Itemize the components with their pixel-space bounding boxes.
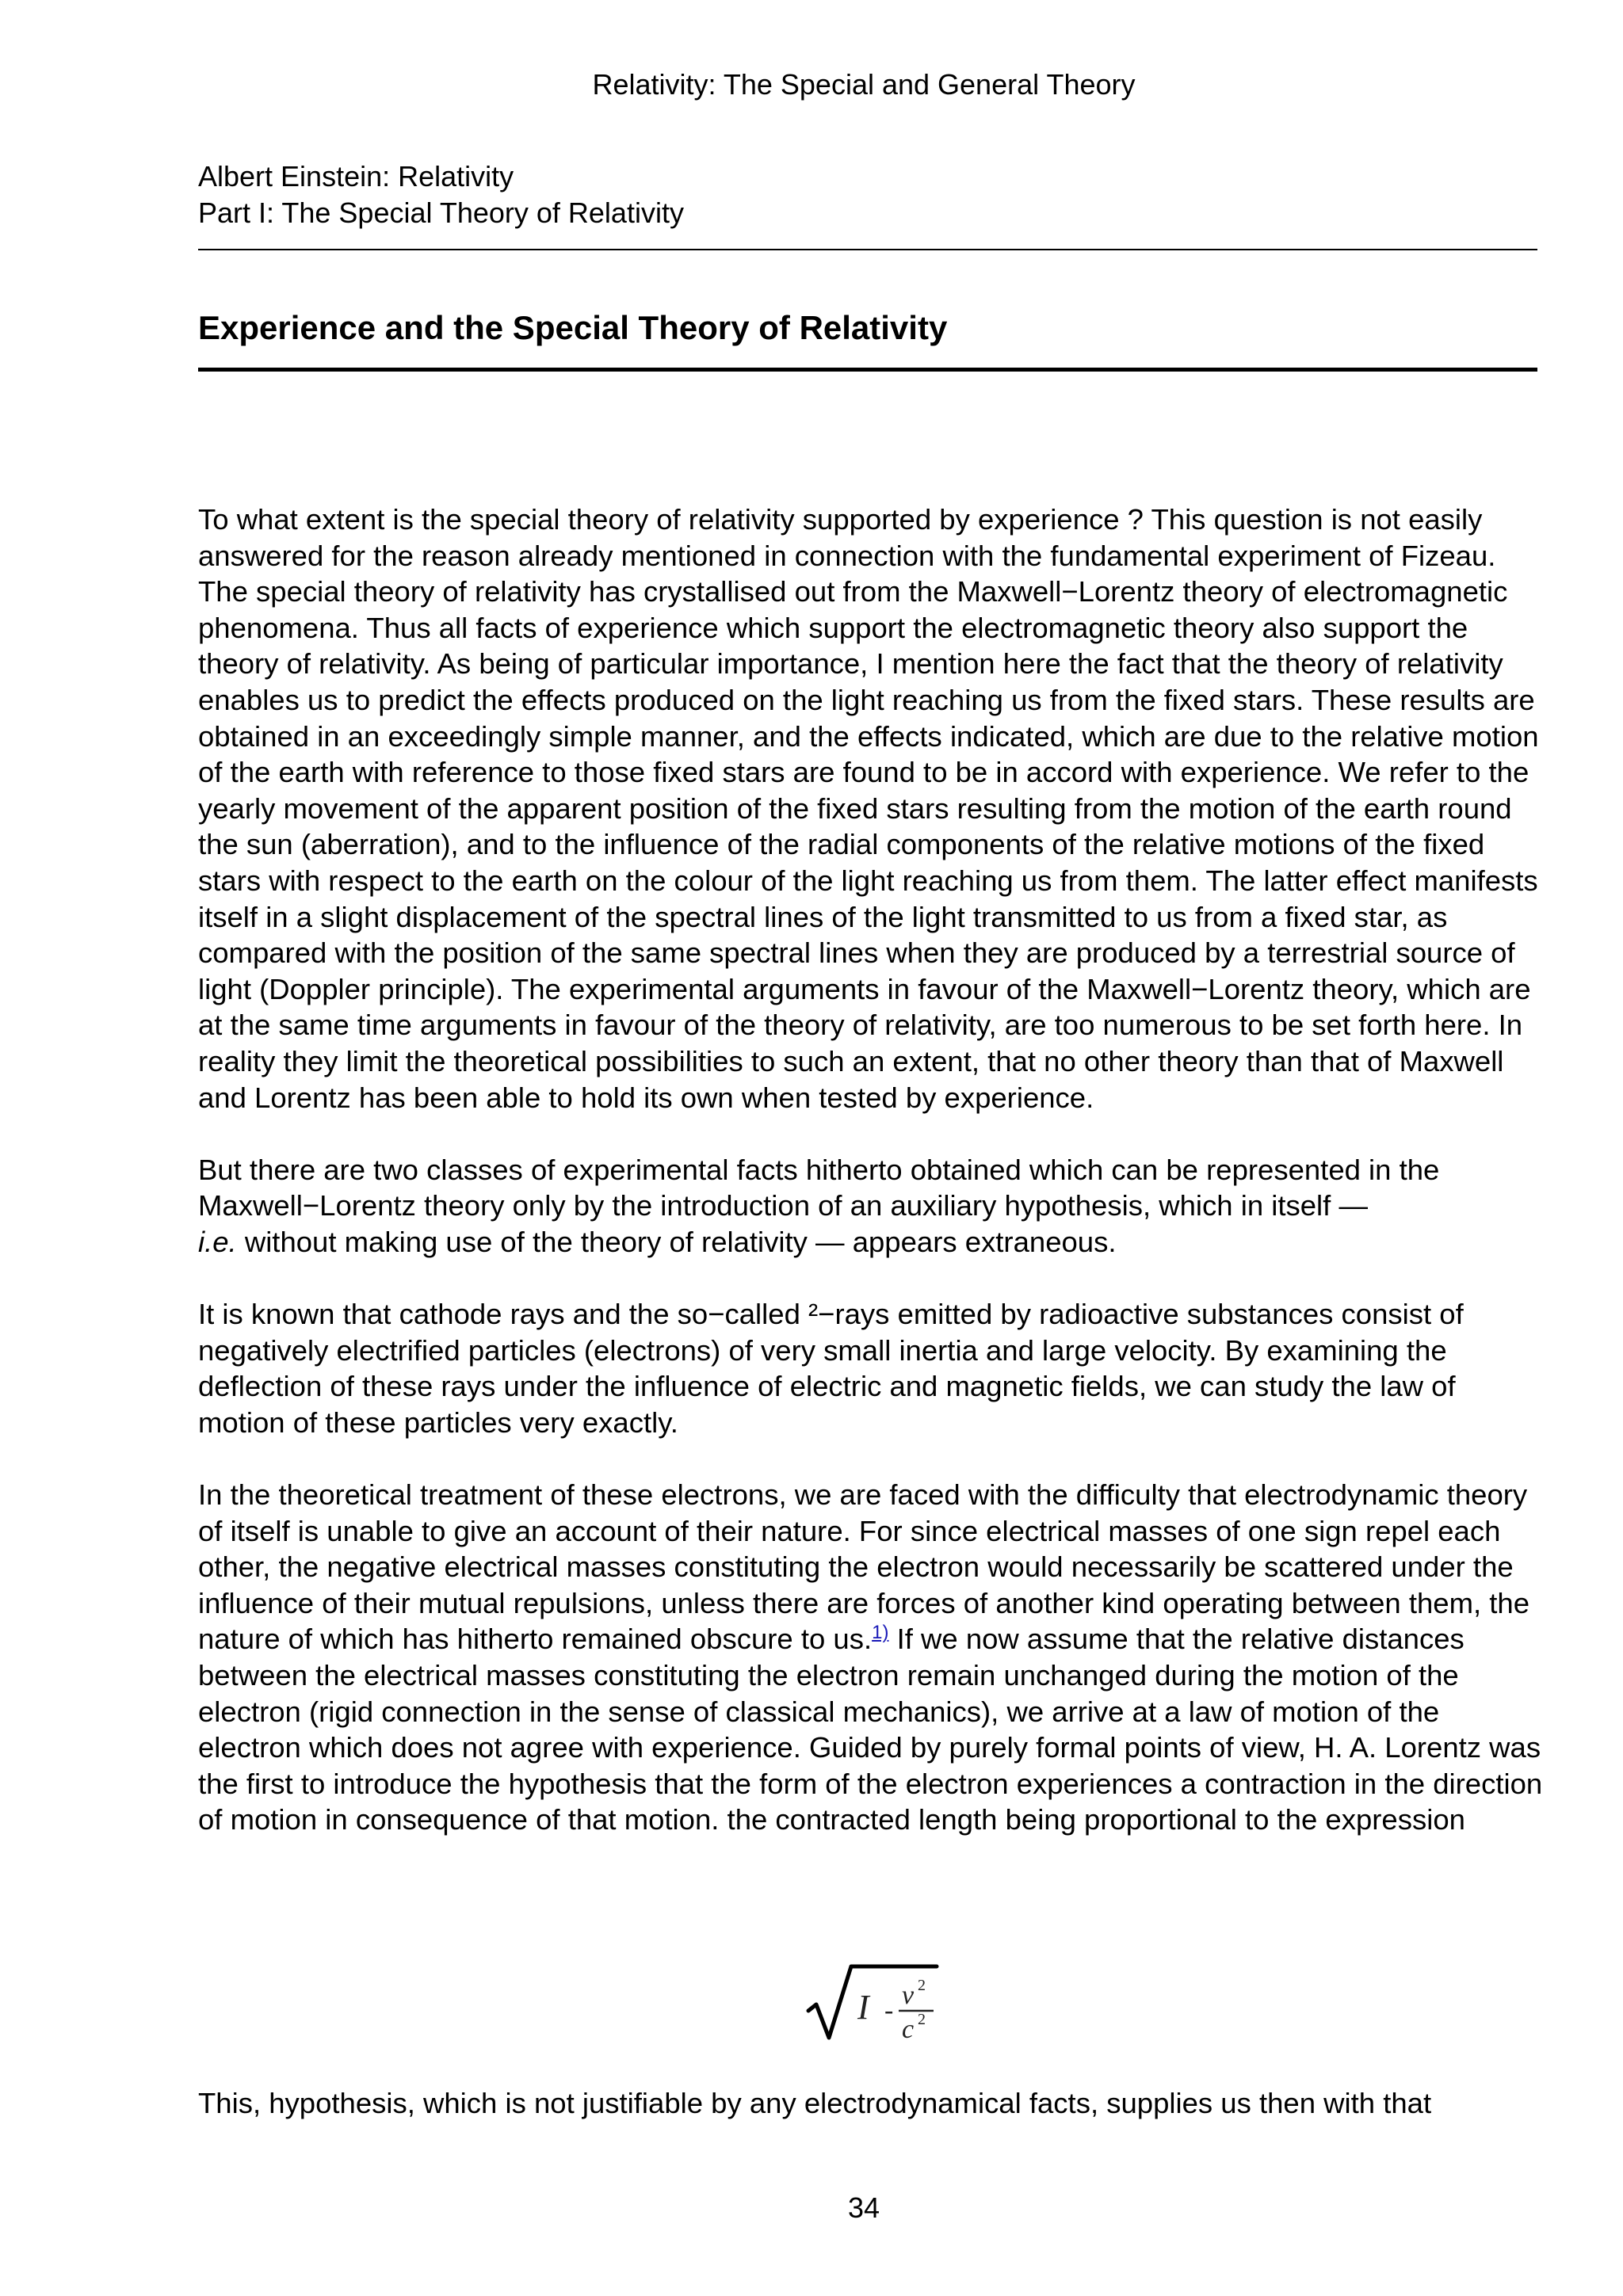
ie-abbreviation: i.e.: [198, 1225, 237, 1258]
chapter-title: Experience and the Special Theory of Relativity: [198, 309, 948, 346]
formula-one: I: [857, 1988, 869, 2027]
paragraph-4: [198, 1477, 1545, 1838]
formula-numerator-exponent: 2: [918, 1977, 926, 1994]
paragraph-4-end: If we now assume that the relative distances between the electrical masses constituting the electron remain unchanged during the motion of the electron (rigid connection in the sense of classical mechanics), we arrive at a law of motion of the electron which does not agree with experience. Guided by purely formal points of view, H. A. Lorentz was the first to introduce the hypothesis that the form of the electron experiences a contraction in the direction of motion in consequence of that motion. the contracted length being proportional to the expression: [198, 1623, 1543, 1836]
lorentz-factor-formula: [805, 1960, 940, 2047]
page-number: 34: [847, 2191, 880, 2224]
author-line: Albert Einstein: Relativity: [198, 160, 514, 193]
formula-denominator: c: [902, 2015, 915, 2044]
paragraph-2: [198, 1152, 1545, 1261]
formula-minus: -: [884, 1996, 894, 2025]
book-meta: [198, 158, 684, 231]
body-text: [198, 502, 1545, 1875]
paragraph-3: It is known that cathode rays and the so−called ²−rays emitted by radioactive substances consist of negatively electrified particles (electrons) of very small inertia and large velocity. By examining the deflection of these rays under the influence of electric and magnetic fields, we can study the law of motion of these particles very exactly.: [198, 1298, 1464, 1439]
paragraph-1: To what extent is the special theory of relativity supported by experience ? This question is not easily answered for the reason already mentioned in connection with the fundamental experiment of Fizeau. The special theory of relativity has crystallised out from the Maxwell−Lorentz theory of electromagnetic phenomena. Thus all facts of experience which support the electromagnetic theory also support the theory of relativity. As being of particular importance, I mention here the fact that the theory of relativity enables us to predict the effects produced on the light reaching us from the fixed stars. These results are obtained in an exceedingly simple manner, and the effects indicated, which are due to the relative motion of the earth with reference to those fixed stars are found to be in accord with experience. We refer to the yearly movement of the apparent position of the fixed stars resulting from the motion of the earth round the sun (aberration), and to the influence of the radial components of the relative motions of the fixed stars with respect to the earth on the colour of the light reaching us from them. The latter effect manifests itself in a slight displacement of the spectral lines of the light transmitted to us from a fixed star, as compared with the position of the same spectral lines when they are produced by a terrestrial source of light (Doppler principle). The experimental arguments in favour of the Maxwell−Lorentz theory, which are at the same time arguments in favour of the theory of relativity, are too numerous to be set forth here. In reality they limit the theoretical possibilities to such an extent, that no other theory than that of Maxwell and Lorentz has been able to hold its own when tested by experience.: [198, 503, 1539, 1114]
footnote-link-1[interactable]: 1): [872, 1622, 889, 1644]
paragraph-5: This, hypothesis, which is not justifiable by any electrodynamical facts, supplies us then with that: [198, 2087, 1432, 2119]
header-divider: [198, 249, 1537, 250]
title-divider: [198, 368, 1537, 372]
part-line: Part I: The Special Theory of Relativity: [198, 196, 684, 229]
formula-numerator: v: [902, 1981, 915, 2010]
formula-denominator-exponent: 2: [918, 2011, 926, 2028]
running-header: Relativity: The Special and General Theory: [592, 68, 1136, 101]
paragraph-2-start: But there are two classes of experimental facts hitherto obtained which can be represented in the Maxwell−Lorentz theory only by the introduction of an auxiliary hypothesis, which in itself —: [198, 1153, 1440, 1222]
paragraph-4-start: In the theoretical treatment of these electrons, we are faced with the difficulty that electrodynamic theory of itself is unable to give an account of their nature. For since electrical masses of one sign repel each other, the negative electrical masses constituting the electron would necessarily be scattered under the influence of their mutual repulsions, unless there are forces of another kind operating between them, the nature of which has hitherto remained obscure to us.: [198, 1478, 1529, 1656]
paragraph-2-end: without making use of the theory of relativity — appears extraneous.: [236, 1225, 1117, 1258]
